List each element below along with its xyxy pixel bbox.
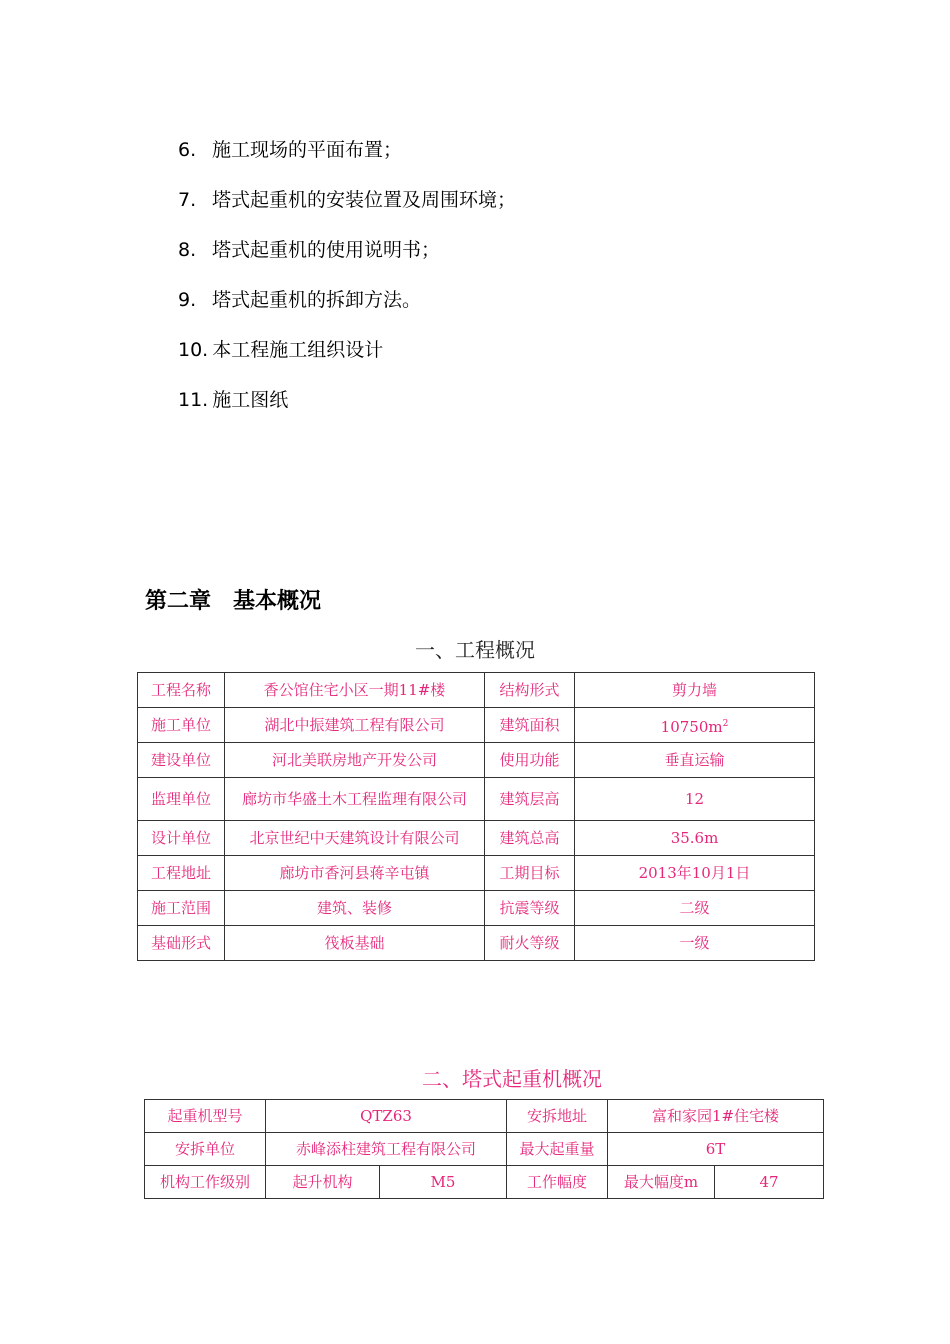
table-row bbox=[138, 743, 815, 778]
table-cell: 富和家园1#住宅楼 bbox=[608, 1100, 824, 1133]
table-cell: 赤峰添柱建筑工程有限公司 bbox=[266, 1133, 507, 1166]
list-item bbox=[178, 284, 516, 334]
crane-overview-table bbox=[144, 1099, 824, 1199]
table-cell: 湖北中振建筑工程有限公司 bbox=[225, 708, 485, 743]
table-cell: 建筑、装修 bbox=[225, 891, 485, 926]
area-value: 10750m bbox=[660, 717, 723, 736]
table-cell: 基础形式 bbox=[138, 926, 225, 961]
table-cell: 北京世纪中天建筑设计有限公司 bbox=[225, 821, 485, 856]
table-cell: 耐火等级 bbox=[485, 926, 575, 961]
table-cell: 廊坊市华盛土木工程监理有限公司 bbox=[225, 778, 485, 821]
table-cell: 起升机构 bbox=[266, 1166, 380, 1199]
table-cell: 6T bbox=[608, 1133, 824, 1166]
table-cell: 使用功能 bbox=[485, 743, 575, 778]
list-number: 7. bbox=[178, 189, 197, 211]
table-cell: 35.6m bbox=[575, 821, 815, 856]
table-cell: 施工范围 bbox=[138, 891, 225, 926]
table-row bbox=[145, 1100, 824, 1133]
table-cell: 监理单位 bbox=[138, 778, 225, 821]
table-cell: 筏板基础 bbox=[225, 926, 485, 961]
table-row bbox=[138, 673, 815, 708]
table-cell: 一级 bbox=[575, 926, 815, 961]
table-cell: 最大幅度m bbox=[608, 1166, 715, 1199]
list-item bbox=[178, 184, 516, 234]
table-cell: 12 bbox=[575, 778, 815, 821]
table-row bbox=[138, 821, 815, 856]
list-item bbox=[178, 384, 516, 434]
table-cell: 工作幅度 bbox=[507, 1166, 608, 1199]
area-unit-superscript: 2 bbox=[722, 718, 729, 729]
table-cell: 建筑层高 bbox=[485, 778, 575, 821]
table-cell: 河北美联房地产开发公司 bbox=[225, 743, 485, 778]
table-row bbox=[138, 856, 815, 891]
table-cell: 施工单位 bbox=[138, 708, 225, 743]
table-cell: 抗震等级 bbox=[485, 891, 575, 926]
table-cell: 结构形式 bbox=[485, 673, 575, 708]
table-cell: 工程名称 bbox=[138, 673, 225, 708]
list-text: 塔式起重机的使用说明书； bbox=[212, 239, 441, 261]
table-cell: 垂直运输 bbox=[575, 743, 815, 778]
table-cell: QTZ63 bbox=[266, 1100, 507, 1133]
table-cell: 设计单位 bbox=[138, 821, 225, 856]
table-cell: 工期目标 bbox=[485, 856, 575, 891]
reference-list bbox=[178, 134, 516, 434]
table-cell: M5 bbox=[380, 1166, 507, 1199]
list-text: 施工现场的平面布置； bbox=[212, 139, 403, 161]
list-number: 10. bbox=[178, 339, 209, 361]
list-text: 施工图纸 bbox=[212, 389, 289, 411]
table-row bbox=[145, 1166, 824, 1199]
list-item bbox=[178, 334, 516, 384]
table-row bbox=[138, 708, 815, 743]
table-cell: 建设单位 bbox=[138, 743, 225, 778]
section-title-crane: 二、塔式起重机概况 bbox=[422, 1067, 602, 1091]
table-row bbox=[138, 891, 815, 926]
project-overview-table bbox=[137, 672, 815, 961]
table-cell bbox=[575, 708, 815, 743]
table-cell: 机构工作级别 bbox=[145, 1166, 266, 1199]
table-cell: 最大起重量 bbox=[507, 1133, 608, 1166]
table-row bbox=[145, 1133, 824, 1166]
table-cell: 香公馆住宅小区一期11#楼 bbox=[225, 673, 485, 708]
table-cell: 廊坊市香河县蒋辛屯镇 bbox=[225, 856, 485, 891]
chapter-title: 第二章 基本概况 bbox=[145, 589, 322, 614]
list-number: 11. bbox=[178, 389, 209, 411]
table-row bbox=[138, 778, 815, 821]
list-item bbox=[178, 234, 516, 284]
table-cell: 安拆单位 bbox=[145, 1133, 266, 1166]
table-cell: 起重机型号 bbox=[145, 1100, 266, 1133]
list-item bbox=[178, 134, 516, 184]
table-cell: 剪力墙 bbox=[575, 673, 815, 708]
table-row bbox=[138, 926, 815, 961]
list-text: 塔式起重机的拆卸方法。 bbox=[212, 289, 422, 311]
table-cell: 工程地址 bbox=[138, 856, 225, 891]
list-number: 6. bbox=[178, 139, 197, 161]
table-cell: 建筑总高 bbox=[485, 821, 575, 856]
list-text: 本工程施工组织设计 bbox=[212, 339, 384, 361]
section-title-project: 一、工程概况 bbox=[415, 638, 535, 662]
list-text: 塔式起重机的安装位置及周围环境； bbox=[212, 189, 517, 211]
table-cell: 建筑面积 bbox=[485, 708, 575, 743]
table-cell: 47 bbox=[715, 1166, 824, 1199]
table-cell: 二级 bbox=[575, 891, 815, 926]
table-cell: 2013年10月1日 bbox=[575, 856, 815, 891]
table-cell: 安拆地址 bbox=[507, 1100, 608, 1133]
list-number: 9. bbox=[178, 289, 197, 311]
list-number: 8. bbox=[178, 239, 197, 261]
